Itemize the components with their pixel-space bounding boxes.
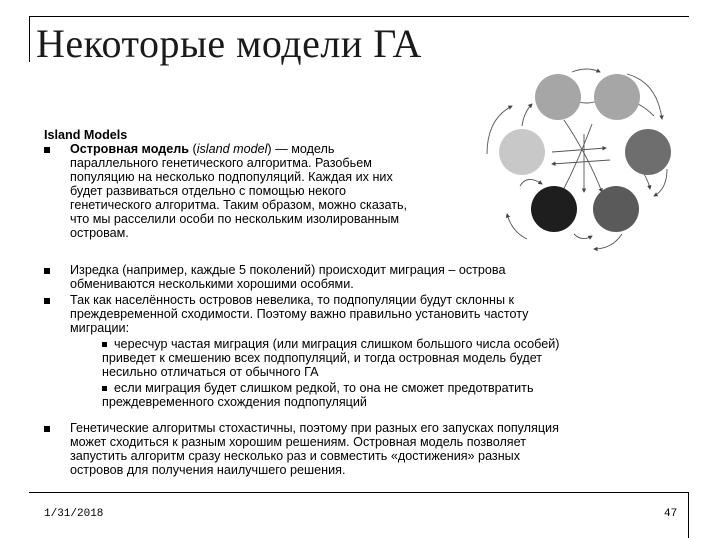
section-heading: Island Models (44, 128, 128, 142)
subbullet-text-line: несильно отличаться от обычного ГА (102, 365, 319, 379)
slide-number: 47 (664, 508, 678, 520)
title-frame-horizontal (29, 16, 689, 17)
island-model-term-en: island model (196, 142, 268, 156)
subbullet-text-line: преждевременного схождения подпопуляций (102, 395, 367, 409)
island-model-diagram (482, 64, 682, 254)
subbullet-rare-migration: если миграция будет слишком редкой, то она не сможет предотвратить (102, 381, 534, 395)
subbullet-marker (102, 342, 107, 347)
island-middle-right (625, 129, 671, 175)
bullet-marker (44, 298, 50, 304)
bullet-text-line: генетического алгоритма. Таким образом, можно сказать, (70, 198, 408, 212)
island-bottom-left (531, 186, 577, 232)
bullet-convergence-line: миграции: (70, 321, 130, 335)
bullet-stochastic-line: островов для получения наилучшего решения. (70, 463, 346, 477)
bullet-text-line: островам. (70, 226, 129, 240)
island-top-left (535, 74, 581, 120)
footer-frame-horizontal (29, 492, 689, 493)
bullet-island-model-line-1: Островная модель (island model) — модель (70, 142, 335, 156)
island-top-right (594, 74, 640, 120)
subbullet-text-line: приведет к смешению всех подпопуляций, и тогда островная модель будет (102, 351, 543, 365)
bullet-text-line: что мы расселили особи по нескольким изолированным (70, 212, 400, 226)
bullet-stochastic-line: Генетические алгоритмы стохастичны, поэтому при разных его запусках популяция (70, 421, 559, 435)
slide-title: Некоторые модели ГА (36, 21, 422, 66)
bullet-marker (44, 268, 50, 274)
bullet-text-line: параллельного генетического алгоритма. Разобьем (70, 156, 372, 170)
subbullet-marker (102, 386, 107, 391)
bullet-convergence-line: преждевременной сходимости. Поэтому важно правильно установить частоту (70, 307, 529, 321)
bullet-text-line: будет развиваться отдельно с помощью некого (70, 184, 347, 198)
island-middle-left (499, 129, 545, 175)
bullet-stochastic-line: может сходиться к разным хорошим решениям. Островная модель позволяет (70, 435, 526, 449)
bullet-migration-line: обмениваются несколькими хорошими особями. (70, 277, 354, 291)
bullet-convergence-line: Так как населённость островов невелика, то подпопуляции будут склонны к (70, 293, 515, 307)
island-bottom-right (593, 186, 639, 232)
island-model-term: Островная модель (70, 142, 189, 156)
bullet-marker (44, 147, 50, 153)
bullet-stochastic-line: запустить алгоритм сразу несколько раз и совместить «достижения» разных (70, 449, 521, 463)
footer-frame-vertical (688, 492, 689, 538)
subbullet-frequent-migration: чересчур частая миграция (или миграция слишком большого числа особей) (102, 337, 559, 351)
title-frame-vertical (29, 16, 30, 62)
bullet-text-line: популяцию на несколько подпопуляций. Каждая их них (70, 170, 393, 184)
slide-date: 1/31/2018 (44, 508, 104, 520)
bullet-marker (44, 426, 50, 432)
bullet-migration-line: Изредка (например, каждые 5 поколений) происходит миграция – острова (70, 263, 506, 277)
